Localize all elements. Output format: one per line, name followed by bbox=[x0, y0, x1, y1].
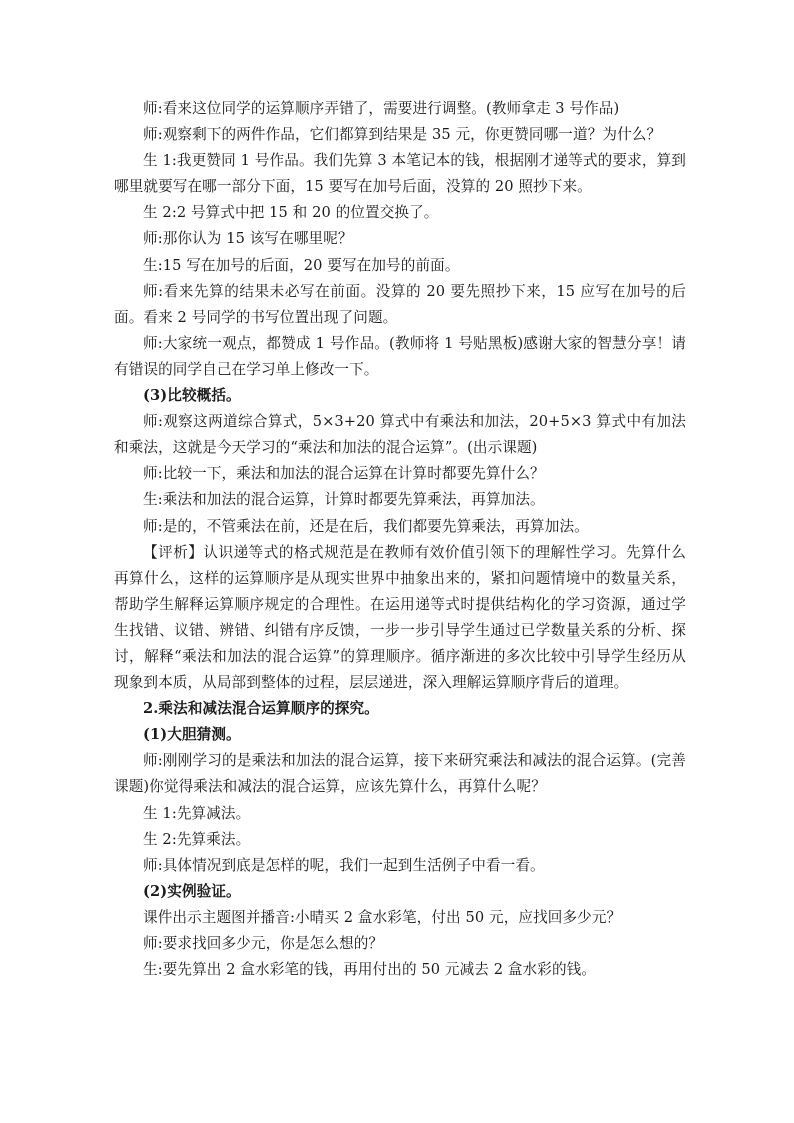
paragraph-dialogue: 生:15 写在加号的后面，20 要写在加号的前面。 bbox=[143, 256, 460, 274]
subsection-heading: (1)大胆猜测。 bbox=[143, 726, 241, 744]
section-heading: (3)比较概括。 bbox=[143, 387, 241, 405]
paragraph-dialogue: 师:刚刚学习的是乘法和加法的混合运算，接下来研究乘法和减法的混合运算。(完善课题)你觉得乘法和减法的混合运算，应该先算什么，再算什么呢？ bbox=[114, 752, 686, 796]
paragraph-dialogue: 师:观察这两道综合算式，5×3+20 算式中有乘法和加法，20+5×3 算式中有加法和乘法，这就是今天学习的“乘法和加法的混合运算”。(出示课题) bbox=[114, 413, 686, 457]
paragraph-dialogue: 师:大家统一观点，都赞成 1 号作品。(教师将 1 号贴黑板)感谢大家的智慧分享！请有错误的同学自己在学习单上修改一下。 bbox=[114, 334, 686, 378]
paragraph-dialogue: 师:观察剩下的两件作品，它们都算到结果是 35 元，你更赞同哪一道？为什么？ bbox=[143, 126, 662, 144]
paragraph-dialogue: 生 2:先算乘法。 bbox=[143, 830, 251, 848]
paragraph-dialogue: 师:具体情况到底是怎样的呢，我们一起到生活例子中看一看。 bbox=[143, 856, 545, 874]
paragraph-dialogue: 师:看来先算的结果未必写在前面。没算的 20 要先照抄下来，15 应写在加号的后面。看来 2 号同学的书写位置出现了问题。 bbox=[114, 282, 686, 326]
paragraph-dialogue: 师:看来这位同学的运算顺序弄错了，需要进行调整。(教师拿走 3 号作品) bbox=[143, 100, 620, 117]
paragraph-dialogue: 生 2:2 号算式中把 15 和 20 的位置交换了。 bbox=[143, 204, 439, 222]
paragraph-dialogue: 师:比较一下，乘法和加法的混合运算在计算时都要先算什么？ bbox=[143, 465, 545, 483]
commentary-paragraph: 【评析】认识递等式的格式规范是在教师有效价值引领下的理解性学习。先算什么再算什么，这样的运算顺序是从现实世界中抽象出来的，紧扣问题情境中的数量关系，帮助学生解释运算顺序规定的合理性。在运用递等式时提供结构化的学习资源，通过学生找错、议错、辨错、纠错有序反馈，一步一步引导学生通过已学数量关系的分析、探讨，解释“乘法和加法的混合运算”的算理顺序。循序渐进的多次比较中引导学生经历从现象到本质，从局部到整体的过程，层层递进，深入理解运算顺序背后的道理。 bbox=[114, 543, 686, 692]
paragraph-dialogue: 师:要求找回多少元，你是怎么想的？ bbox=[143, 935, 384, 952]
section-heading: 2.乘法和减法混合运算顺序的探究。 bbox=[143, 700, 379, 718]
paragraph-dialogue: 师:是的，不管乘法在前，还是在后，我们都要先算乘法，再算加法。 bbox=[143, 517, 589, 535]
subsection-heading: (2)实例验证。 bbox=[143, 882, 241, 900]
paragraph-dialogue: 生 1:我更赞同 1 号作品。我们先算 3 本笔记本的钱，根据刚才递等式的要求，算到哪里就要写在哪一部分下面，15 要写在加号后面，没算的 20 照抄下来。 bbox=[114, 152, 686, 196]
paragraph-dialogue: 课件出示主题图并播音:小晴买 2 盒水彩笔，付出 50 元，应找回多少元？ bbox=[143, 908, 622, 926]
paragraph-dialogue: 生:乘法和加法的混合运算，计算时都要先算乘法，再算加法。 bbox=[143, 491, 545, 509]
paragraph-dialogue: 生 1:先算减法。 bbox=[143, 804, 251, 822]
paragraph-dialogue: 师:那你认为 15 该写在哪里呢？ bbox=[143, 230, 353, 248]
document-page bbox=[114, 96, 686, 983]
paragraph-dialogue: 生:要先算出 2 盒水彩笔的钱，再用付出的 50 元减去 2 盒水彩的钱。 bbox=[143, 961, 597, 979]
